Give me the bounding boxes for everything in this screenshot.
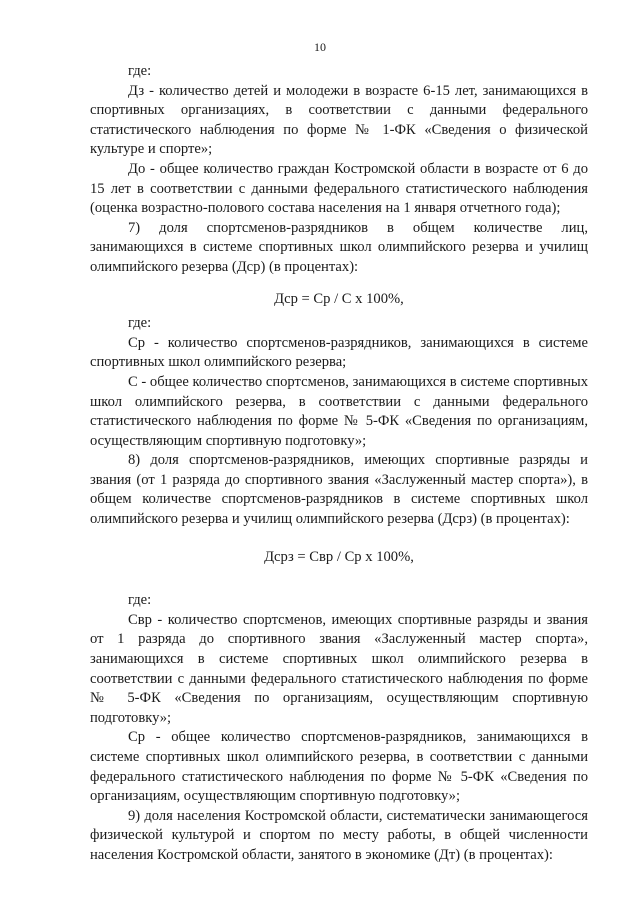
item-9-heading: 9) доля населения Костромской области, систематически занимающегося физической культурой и спортом по месту работы, в общей численности населения Костромской области, занятого в экономике (Дт) (в процентах): [90,807,588,863]
where-label: где: [128,315,152,332]
definition-do: До - общее количество граждан Костромской области в возрасте от 6 до 15 лет в соответствии с данными федерального статистического наблюдения (оценка возрастно-полового состава населения на 1 января отчетного года); [90,160,588,217]
definition-svr: Свр - количество спортсменов, имеющих спортивные разряды и звания от 1 разряда до спортивного звания «Заслуженный мастер спорта», занимающихся в системе спортивных школ олимпийского резерва в соответствии с данными федерального статистического наблюдения по форме № 5-ФК «Сведения по организациям, осуществляющим спортивную подготовку»; [90,611,588,726]
definition-sr-total: Ср - общее количество спортсменов-разрядников, занимающихся в системе спортивных школ олимпийского резерва, в соответствии с данными федерального статистического наблюдения по форме № 5-ФК «Сведения по организациям, осуществляющим спортивную подготовку»; [90,729,588,805]
item-7-heading: 7) доля спортсменов-разрядников в общем количестве лиц, занимающихся в системе спортивных школ олимпийского резерва и училищ олимпийского резерва (Дср) (в процентах): [90,219,588,275]
page-number: 10 [314,40,326,54]
definition-dz: Дз - количество детей и молодежи в возрасте 6-15 лет, занимающихся в спортивных организациях, в соответствии с данными федерального статистического наблюдения по форме № 1-ФК «Сведения о физической культуре и спорте»; [90,82,588,158]
formula-dsrz: Дсрз = Свр / Ср х 100%, [264,548,414,565]
definition-s: С - общее количество спортсменов, занимающихся в системе спортивных школ олимпийского резерва, в соответствии с данными федерального статистического наблюдения по форме № 5-ФК «Сведения по организациям, осуществляющим спортивную подготовку»; [90,373,588,449]
item-8-heading: 8) доля спортсменов-разрядников, имеющих спортивные разряды и звания (от 1 разряда до спортивного звания «Заслуженный мастер спорта»), в общем количестве спортсменов-разрядников в системе спортивных школ олимпийского резерва и училищ олимпийского резерва (Дсрз) (в процентах): [90,452,588,528]
definition-sr: Ср - количество спортсменов-разрядников, занимающихся в системе спортивных школ олимпийского резерва; [90,334,588,371]
where-label: где: [128,63,152,79]
where-label: где: [128,592,152,609]
formula-dsr: Дср = Ср / С х 100%, [274,290,404,307]
